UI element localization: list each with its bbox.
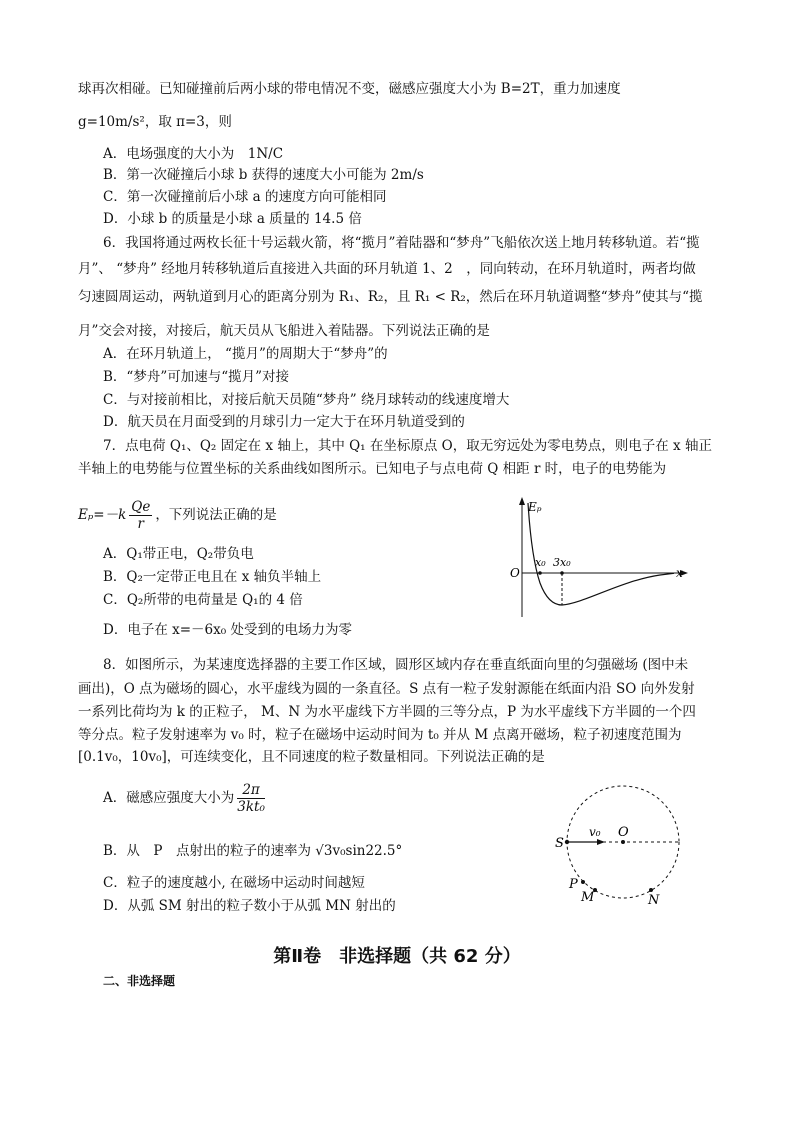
q8-option-a (103, 778, 268, 818)
section-subtitle: 二、非选择题 (103, 974, 176, 988)
q7-formula-lhs: Eₚ=－k (78, 507, 127, 523)
q6-option-d: D．航天员在月面受到的月球引力一定大于在环月轨道受到的 (103, 414, 465, 430)
q7-tick-label-x0: x₀ (535, 556, 546, 569)
q8-stem-line-5: [0.1v₀，10v₀]，可连续变化，且不同速度的粒子数量相同。下列说法正确的是 (78, 749, 545, 765)
q7-formula-numerator: Qe (131, 499, 151, 515)
q8-label-m: M (581, 890, 595, 905)
q7-potential-energy-graph (510, 495, 695, 620)
q7-option-a: A．Q₁带正电，Q₂带负电 (103, 546, 254, 562)
q7-tick-dot-x0 (538, 571, 542, 575)
q7-y-axis-arrow (519, 497, 525, 505)
q7-tick-label-3x0: 3x₀ (553, 556, 571, 569)
q8-stem-line-1: 8．如图所示，为某速度选择器的主要工作区域，圆形区域内存在垂直纸面向里的匀强磁场 (图中未 (103, 657, 689, 673)
intro-line-1: 球再次相碰。已知碰撞前后两小球的带电情况不变，磁感应强度大小为 B=2T，重力加速度 (78, 81, 621, 97)
q8-option-b: B．从 P 点射出的粒子的速率为 √3v₀sin22.5° (103, 843, 403, 859)
q8-point-s (565, 840, 569, 844)
q8-label-v0: v₀ (589, 825, 601, 839)
q7-stem-line-1: 7．点电荷 Q₁、Q₂ 固定在 x 轴上，其中 Q₁ 在坐标原点 O，取无穷远处为零电势点，则电子在 x 轴正 (103, 438, 712, 454)
q7-stem-line-2: 半轴上的电势能与位置坐标的关系曲线如图所示。已知电子与点电荷 Q 相距 r 时，电子的电势能为 (78, 461, 667, 477)
q6-option-a: A．在环月轨道上， “揽月”的周期大于“梦舟”的 (103, 346, 388, 362)
q7-option-c: C．Q₂所带的电荷量是 Q₁的 4 倍 (103, 592, 303, 608)
q7-y-axis-label: Eₚ (528, 500, 542, 514)
q8-point-o (621, 840, 625, 844)
q6-option-c: C．与对接前相比，对接后航天员随“梦舟” 绕月球转动的线速度增大 (103, 392, 510, 408)
q8-label-n: N (648, 893, 660, 908)
q8-circle-diagram (555, 770, 685, 910)
q8-point-n (649, 888, 653, 892)
q8-label-s: S (555, 836, 564, 851)
q7-formula (78, 498, 277, 532)
q8-option-d: D．从弧 SM 射出的粒子数小于从弧 MN 射出的 (103, 898, 396, 914)
q7-formula-fraction (129, 499, 152, 532)
q8-option-a-numerator: 2π (237, 782, 265, 799)
q7-formula-tail: ，下列说法正确的是 (155, 507, 277, 523)
q8-option-a-text: A．磁感应强度大小为 (103, 790, 235, 806)
q7-option-b: B．Q₂一定带正电且在 x 轴负半轴上 (103, 569, 322, 585)
q7-origin-label: O (510, 566, 520, 580)
q6-stem-line-4: 月”交会对接，对接后，航天员从飞船进入着陆器。下列说法正确的是 (78, 323, 490, 339)
q8-point-p (581, 880, 585, 884)
q7-tick-dot-3x0 (560, 571, 564, 575)
q8-option-a-denominator: 3kt₀ (237, 799, 265, 815)
q8-label-o: O (618, 825, 629, 840)
q8-stem-line-2: 画出)，O 点为磁场的圆心，水平虚线为圆的一条直径。S 点有一粒子发射源能在纸面内沿 SO 向外发射 (78, 681, 695, 697)
q7-option-d: D．电子在 x=－6x₀ 处受到的电场力为零 (103, 622, 352, 638)
q8-option-a-fraction (237, 782, 265, 815)
q5-option-c: C．第一次碰撞前后小球 a 的速度方向可能相同 (103, 189, 387, 205)
q6-option-b: B．“梦舟”可加速与“揽月”对接 (103, 369, 290, 385)
q5-option-a: A．电场强度的大小为 1N/C (103, 146, 284, 162)
q5-option-b: B．第一次碰撞后小球 b 获得的速度大小可能为 2m/s (103, 167, 424, 183)
q8-stem-line-3: 一系列比荷均为 k 的正粒子， M、N 为水平虚线下方半圆的三等分点，P 为水平虚线下方半圆的一个四 (78, 704, 696, 720)
q8-velocity-arrowhead (597, 839, 605, 845)
q5-option-d: D．小球 b 的质量是小球 a 质量的 14.5 倍 (103, 211, 362, 227)
intro-line-2: g=10m/s²，取 π=3，则 (78, 114, 232, 130)
q7-x-axis-label: x (676, 566, 683, 580)
q8-label-p: P (569, 877, 578, 892)
q6-stem-line-2: 月”、 “梦舟” 经地月转移轨道后直接进入共面的环月轨道 1、2 ，同向转动，在环月轨道时，两者均做 (78, 261, 696, 277)
section-title: 第Ⅱ卷 非选择题（共 62 分） (273, 946, 521, 967)
q8-option-c: C．粒子的速度越小, 在磁场中运动时间越短 (103, 875, 365, 891)
q7-energy-curve (528, 503, 674, 605)
q6-stem-line-3: 匀速圆周运动，两轨道到月心的距离分别为 R₁、R₂，且 R₁ < R₂，然后在环月轨道调整“梦舟”使其与“揽 (78, 289, 703, 305)
q7-formula-denominator: r (137, 516, 145, 532)
q6-stem-line-1: 6．我国将通过两枚长征十号运载火箭，将“揽月”着陆器和“梦舟”飞船依次送上地月转移轨道。若“揽 (103, 235, 700, 251)
q8-stem-line-4: 等分点。粒子发射速率为 v₀ 时，粒子在磁场中运动时间为 t₀ 并从 M 点离开磁场，粒子初速度范围为 (78, 727, 682, 743)
